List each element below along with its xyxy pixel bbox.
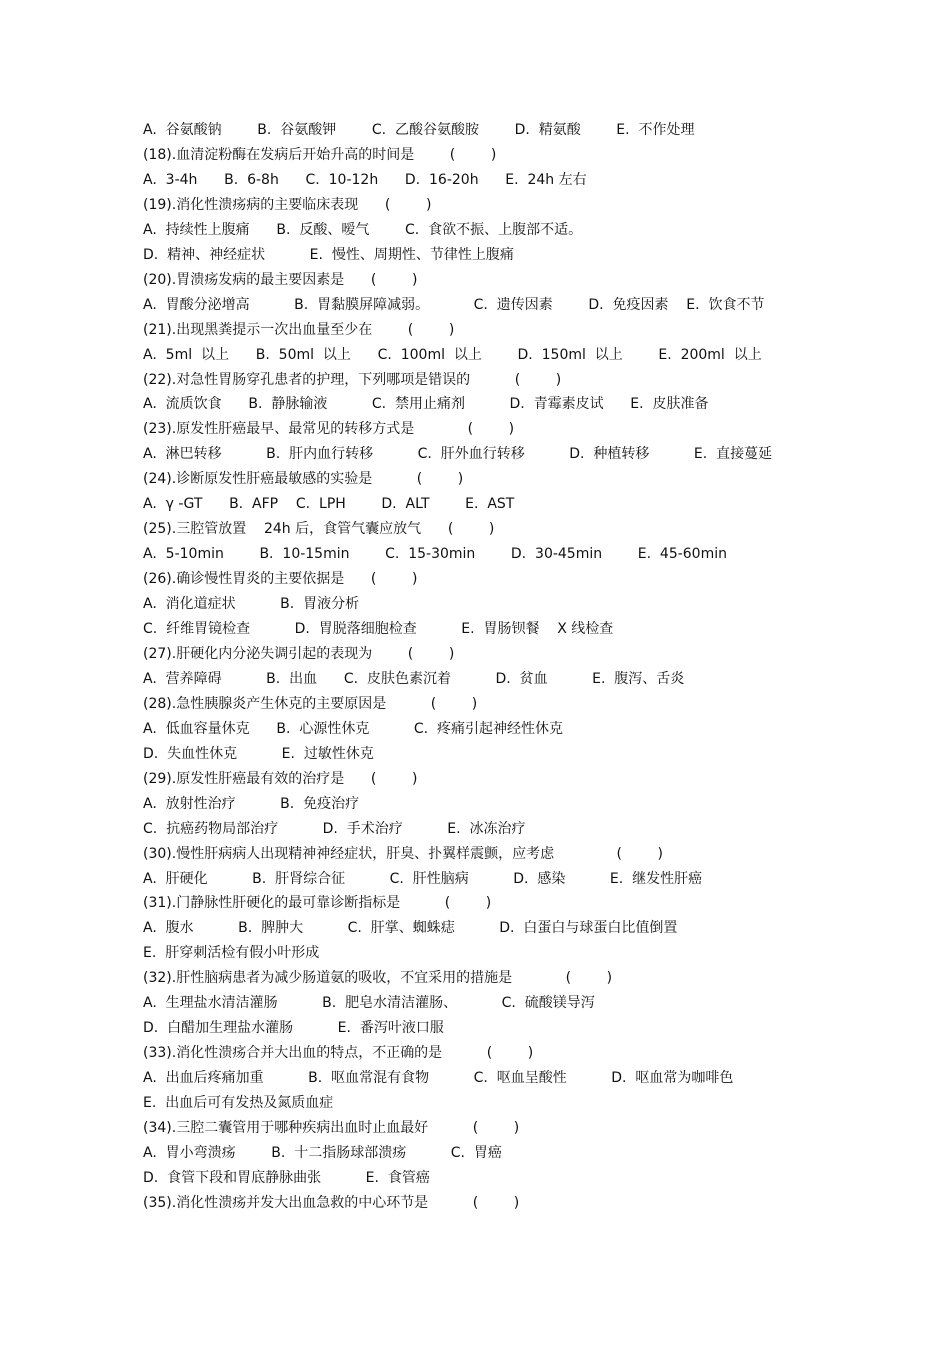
question-line: (35).消化性溃疡并发大出血急救的中心环节是 ( ) [143,1194,520,1211]
option-line: A. γ -GT B. AFP C. LPH D. ALT E. AST [143,496,515,513]
option-line: A. 出血后疼痛加重 B. 呕血常混有食物 C. 呕血呈酸性 D. 呕血常为咖啡色 [143,1070,734,1087]
option-line: C. 纤维胃镜检查 D. 胃脱落细胞检查 E. 胃肠钡餐 X 线检查 [143,621,614,637]
question-line: (25).三腔管放置 24h 后，食管气囊应放气 ( ) [143,521,495,538]
option-line: D. 食管下段和胃底静脉曲张 E. 食管癌 [143,1169,430,1186]
option-line: A. 放射性治疗 B. 免疫治疗 [143,795,360,812]
option-line: A. 腹水 B. 脾肿大 C. 肝掌、蜘蛛痣 D. 白蛋白与球蛋白比值倒置 [143,920,678,937]
question-line: (29).原发性肝癌最有效的治疗是 ( ) [143,770,418,787]
question-line: (27).肝硬化内分泌失调引起的表现为 ( ) [143,645,455,662]
question-line: (24).诊断原发性肝癌最敏感的实验是 ( ) [143,471,464,488]
option-line: A. 生理盐水清洁灌肠 B. 肥皂水清洁灌肠、 C. 硫酸镁导泻 [143,995,595,1012]
option-line: A. 持续性上腹痛 B. 反酸、嗳气 C. 食欲不振、上腹部不适。 [143,221,583,238]
option-line: A. 5ml 以上 B. 50ml 以上 C. 100ml 以上 D. 150ml 以上 E. 200ml 以上 [143,346,762,363]
question-line: (34).三腔二囊管用于哪种疾病出血时止血最好 ( ) [143,1120,520,1136]
question-line: (22).对急性胃肠穿孔患者的护理，下列哪项是错误的 ( ) [143,371,562,388]
option-line: D. 白醋加生理盐水灌肠 E. 番泻叶液口服 [143,1020,444,1037]
question-line: (18).血清淀粉酶在发病后开始升高的时间是 ( ) [143,146,497,163]
option-line: E. 肝穿刺活检有假小叶形成 [143,945,320,962]
question-line: (19).消化性溃疡病的主要临床表现 ( ) [143,196,432,213]
question-line: (30).慢性肝病病人出现精神神经症状，肝臭、扑翼样震颤，应考虑 ( ) [143,845,664,862]
option-line: A. 肝硬化 B. 肝肾综合征 C. 肝性脑病 D. 感染 E. 继发性肝癌 [143,870,703,887]
question-line: (32).肝性脑病患者为减少肠道氨的吸收，不宜采用的措施是 ( ) [143,970,613,987]
option-line: A. 5-10min B. 10-15min C. 15-30min D. 30-45min E. 45-60min [143,546,727,563]
question-line: (31).门静脉性肝硬化的最可靠诊断指标是 ( ) [143,895,492,912]
option-line: A. 消化道症状 B. 胃液分析 [143,596,360,613]
option-line: A. 低血容量休克 B. 心源性休克 C. 疼痛引起神经性休克 [143,720,563,737]
question-line: (21).出现黑粪提示一次出血量至少在 ( ) [143,321,455,338]
question-line: (33).消化性溃疡合并大出血的特点，不正确的是 ( ) [143,1045,534,1062]
option-line: A. 流质饮食 B. 静脉输液 C. 禁用止痛剂 D. 青霉素皮试 E. 皮肤准备 [143,396,709,413]
question-line: (26).确诊慢性胃炎的主要依据是 ( ) [143,571,418,588]
question-line: (20).胃溃疡发病的最主要因素是 ( ) [143,271,418,288]
option-line: A. 胃小弯溃疡 B. 十二指肠球部溃疡 C. 胃癌 [143,1144,502,1161]
option-line: A. 3-4h B. 6-8h C. 10-12h D. 16-20h E. 24h 左右 [143,171,587,188]
question-line: (28).急性胰腺炎产生休克的主要原因是 ( ) [143,695,478,712]
option-line: D. 失血性休克 E. 过敏性休克 [143,745,374,762]
option-line: A. 淋巴转移 B. 肝内血行转移 C. 肝外血行转移 D. 种植转移 E. 直接蔓延 [143,446,773,463]
option-line: A. 谷氨酸钠 B. 谷氨酸钾 C. 乙酸谷氨酸胺 D. 精氨酸 E. 不作处理 [143,122,695,138]
option-line: A. 营养障碍 B. 出血 C. 皮肤色素沉着 D. 贫血 E. 腹泻、舌炎 [143,670,685,687]
option-line: C. 抗癌药物局部治疗 D. 手术治疗 E. 冰冻治疗 [143,820,526,837]
option-line: E. 出血后可有发热及氮质血症 [143,1095,334,1112]
option-line: A. 胃酸分泌增高 B. 胃黏膜屏障减弱。 C. 遗传因素 D. 免疫因素 E. 饮食不节 [143,296,765,313]
question-line: (23).原发性肝癌最早、最常见的转移方式是 ( ) [143,421,515,438]
option-line: D. 精神、神经症状 E. 慢性、周期性、节律性上腹痛 [143,246,514,263]
